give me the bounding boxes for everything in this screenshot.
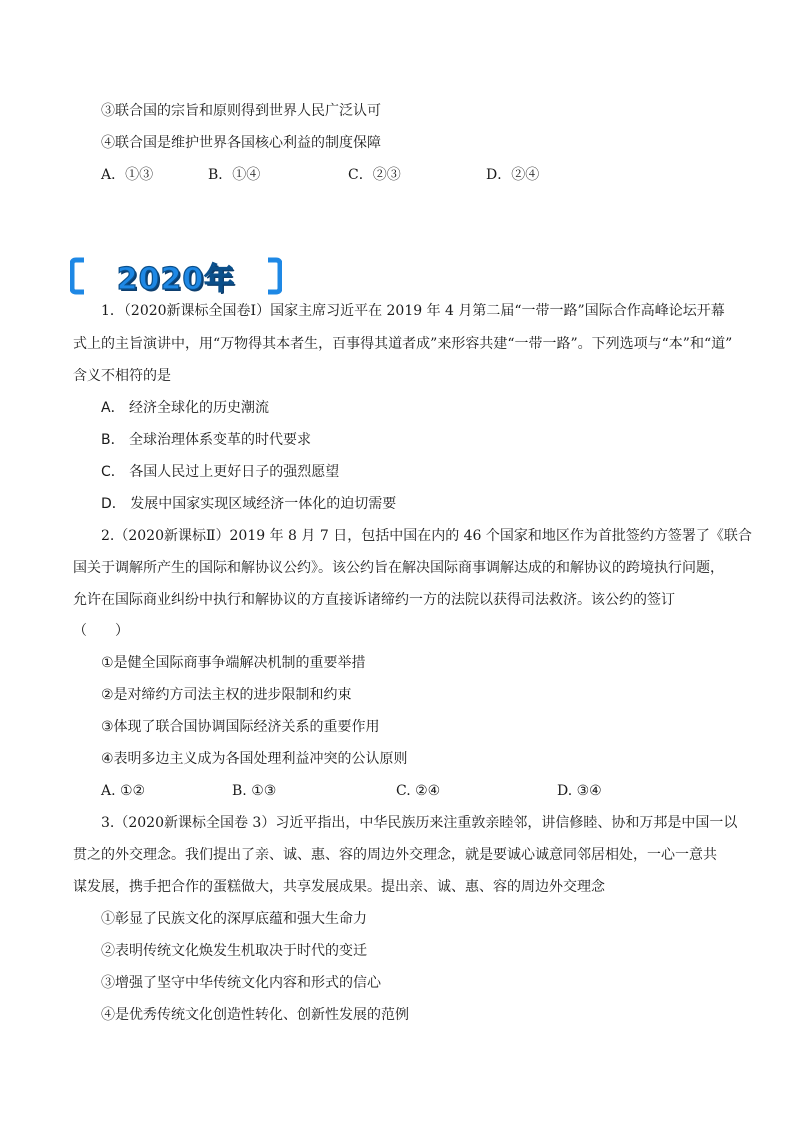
q3-stem-line-2: 贯之的外交理念。我们提出了亲、诚、惠、容的周边外交理念，就是要诚心诚意同邻居相处，一心一意共 xyxy=(73,847,717,863)
year-section-badge xyxy=(70,254,282,298)
q1-stem-line-2: 式上的主旨演讲中，用“万物得其本者生，百事得其道者成”来形容共建“一带一路”。下列选项与“本”和“道” xyxy=(73,336,733,352)
q1-option-b: B． 全球治理体系变革的时代要求 xyxy=(101,432,312,448)
q2-answer-bracket: （ ） xyxy=(73,623,129,639)
q3-statement-4: ④是优秀传统文化创造性转化、创新性发展的范例 xyxy=(101,1007,409,1023)
q2-stem-line-1: 2.（2020新课标Ⅱ）2019 年 8 月 7 日，包括中国在内的 46 个国家和地区作为首批签约方签署了《联合 xyxy=(101,528,752,544)
q2-statement-4: ④表明多边主义成为各国处理利益冲突的公认原则 xyxy=(101,751,408,767)
section-year-title: 2020年 xyxy=(116,262,236,297)
choice-b: B．①④ xyxy=(208,167,261,183)
q2-choice-a: A. ①② xyxy=(101,783,146,799)
q2-statement-2: ②是对缔约方司法主权的进步限制和约束 xyxy=(101,687,352,703)
statement-3: ③联合国的宗旨和原则得到世界人民广泛认可 xyxy=(101,103,381,119)
q1-stem-line-1: 1．（2020新课标全国卷Ⅰ）国家主席习近平在 2019 年 4 月第二届“一带一路”国际合作高峰论坛开幕 xyxy=(101,303,725,319)
choice-d: D．②④ xyxy=(486,167,540,183)
q3-stem-line-3: 谋发展，携手把合作的蛋糕做大，共享发展成果。提出亲、诚、惠、容的周边外交理念 xyxy=(73,879,605,895)
q2-statement-3: ③体现了联合国协调国际经济关系的重要作用 xyxy=(101,719,380,735)
q2-stem-line-2: 国关于调解所产生的国际和解协议公约》。该公约旨在解决国际商事调解达成的和解协议的跨境执行问题， xyxy=(73,560,724,576)
statement-4: ④联合国是维护世界各国核心利益的制度保障 xyxy=(101,135,381,151)
q3-statement-1: ①彰显了民族文化的深厚底蕴和强大生命力 xyxy=(101,911,367,927)
q2-choice-b: B. ①③ xyxy=(232,783,277,799)
q1-stem-line-3: 含义不相符的是 xyxy=(73,368,171,384)
q3-statement-3: ③增强了坚守中华传统文化内容和形式的信心 xyxy=(101,975,381,991)
q3-statement-2: ②表明传统文化焕发生机取决于时代的变迁 xyxy=(101,943,367,959)
q2-stem-line-3: 允许在国际商业纠纷中执行和解协议的方直接诉诸缔约一方的法院以获得司法救济。该公约的签订 xyxy=(73,592,675,608)
choice-a: A．①③ xyxy=(101,167,154,183)
q3-stem-line-1: 3.（2020新课标全国卷 3）习近平指出，中华民族历来注重敦亲睦邻，讲信修睦、协和万邦是中国一以 xyxy=(101,815,738,831)
q1-option-d: D． 发展中国家实现区域经济一体化的迫切需要 xyxy=(101,496,397,512)
q2-choice-d: D. ③④ xyxy=(557,783,602,799)
q1-option-a: A． 经济全球化的历史潮流 xyxy=(101,400,270,416)
q2-statement-1: ①是健全国际商事争端解决机制的重要举措 xyxy=(101,655,366,671)
q1-option-c: C． 各国人民过上更好日子的强烈愿望 xyxy=(101,464,340,480)
q2-choice-c: C. ②④ xyxy=(396,783,441,799)
choice-c: C．②③ xyxy=(348,167,401,183)
